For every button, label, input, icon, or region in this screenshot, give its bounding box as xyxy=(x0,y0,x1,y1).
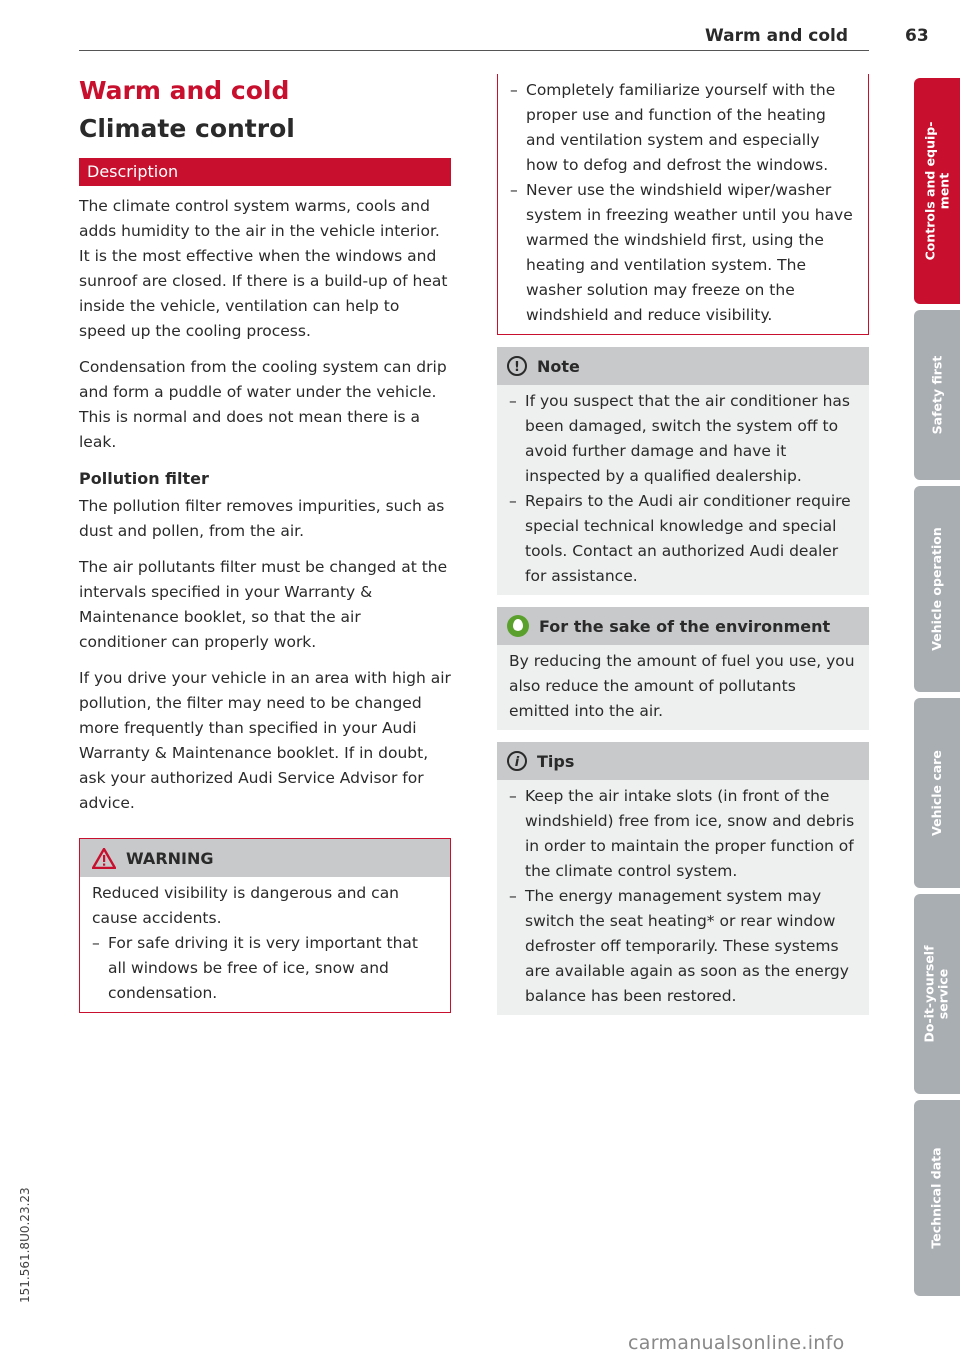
tab-vehicle-operation[interactable] xyxy=(914,486,960,692)
header-rule xyxy=(79,50,869,51)
paragraph-intro: The climate control system warms, cools and adds humidity to the air in the vehicle interior. It is the most effective when the windows and sunroof are closed. If there is a build-up of heat inside the vehicle, ventilation can help to speed up the cooling process. xyxy=(79,197,448,340)
tips-list xyxy=(509,784,857,1009)
tab-label: Controls and equip- ment xyxy=(922,121,951,261)
warning-body xyxy=(80,877,450,1012)
environment-title: For the sake of the environment xyxy=(539,616,831,636)
tab-label: Do-it-yourself service xyxy=(922,945,952,1043)
left-column xyxy=(79,74,451,1013)
environment-header xyxy=(497,607,869,645)
warning-triangle-icon xyxy=(92,848,116,869)
tips-title: Tips xyxy=(537,751,575,771)
tab-safety-first[interactable] xyxy=(914,310,960,480)
watermark: carmanualsonline.info xyxy=(628,1332,845,1354)
tab-do-it-yourself-service[interactable] xyxy=(914,894,960,1094)
tab-technical-data[interactable] xyxy=(914,1100,960,1296)
tips-body xyxy=(497,780,869,1015)
tab-label: Vehicle care xyxy=(929,750,945,836)
list-item: – Repairs to the Audi air conditioner require special technical knowledge and special tools. Contact an authorized Audi dealer for assistance. xyxy=(509,489,857,589)
paragraph-air-pollution: If you drive your vehicle in an area with high air pollution, the filter may need to be changed more frequently than specified in your Audi Warranty & Maintenance booklet. If in doubt, ask your authorized Audi Service Advisor for advice. xyxy=(79,669,451,812)
warning-continued-box xyxy=(497,74,869,335)
environment-box xyxy=(497,607,869,730)
paragraph-intervals: The air pollutants filter must be changed at the intervals specified in your Warranty & Maintenance booklet, so that the air conditioner can properly work. xyxy=(79,558,448,651)
page-number: 63 xyxy=(905,26,929,46)
right-column xyxy=(497,76,869,1015)
warning-box xyxy=(79,838,451,1013)
chapter-title: Warm and cold xyxy=(79,76,290,105)
tab-vehicle-care[interactable] xyxy=(914,698,960,888)
warning-header xyxy=(80,839,450,877)
environment-leaf-icon xyxy=(507,615,529,637)
paragraph-condensation: Condensation from the cooling system can drip and form a puddle of water under the vehicle. This is normal and does not mean there is a leak. xyxy=(79,358,447,451)
tab-label: Safety first xyxy=(929,355,944,435)
warning-intro: Reduced visibility is dangerous and can cause accidents. xyxy=(92,884,400,927)
list-item: – Keep the air intake slots (in front of the windshield) free from ice, snow and debris in order to maintain the proper function of the climate control system. xyxy=(509,784,857,884)
note-box xyxy=(497,347,869,595)
tab-controls-and-equipment[interactable] xyxy=(914,78,960,304)
note-body xyxy=(497,385,869,595)
list-item: – The energy management system may switch the seat heating* or rear window defroster off temporarily. These systems are available again as soon as the energy balance has been restored. xyxy=(509,884,857,1009)
tips-header xyxy=(497,742,869,780)
list-item: – Never use the windshield wiper/washer system in freezing weather until you have warmed the windshield first, using the heating and ventilation system. The washer solution may freeze on the windshield and reduce visibility. xyxy=(510,178,856,328)
tips-box xyxy=(497,742,869,1015)
environment-body xyxy=(497,645,869,730)
environment-text: By reducing the amount of fuel you use, you also reduce the amount of pollutants emitted into the air. xyxy=(509,652,855,720)
list-item: – If you suspect that the air conditioner has been damaged, switch the system off to avoid further damage and have it inspected by a qualified dealership. xyxy=(509,389,857,489)
section-title: Climate control xyxy=(79,114,295,143)
tab-label: Vehicle operation xyxy=(929,527,945,651)
info-icon: i xyxy=(507,751,527,771)
description-bar: Description xyxy=(79,158,451,186)
note-list xyxy=(509,389,857,589)
document-code: 151.561.8U0.23.23 xyxy=(18,1187,32,1303)
note-exclamation-icon: ! xyxy=(507,356,527,376)
header-title: Warm and cold xyxy=(705,26,849,46)
list-item: – Completely familiarize yourself with the proper use and function of the heating and ventilation system and especially how to defog and defrost the windows. xyxy=(510,78,856,178)
note-title: Note xyxy=(537,356,580,376)
tab-label: Technical data xyxy=(929,1147,944,1249)
paragraph-filter: The pollution filter removes impurities, such as dust and pollen, from the air. xyxy=(79,497,445,540)
warning-list xyxy=(92,931,438,1006)
warning-title: WARNING xyxy=(126,848,214,868)
warning-continued-list xyxy=(510,78,856,328)
list-item: – For safe driving it is very important that all windows be free of ice, snow and condensation. xyxy=(92,931,438,1006)
pollution-filter-heading: Pollution filter xyxy=(79,469,209,488)
note-header xyxy=(497,347,869,385)
